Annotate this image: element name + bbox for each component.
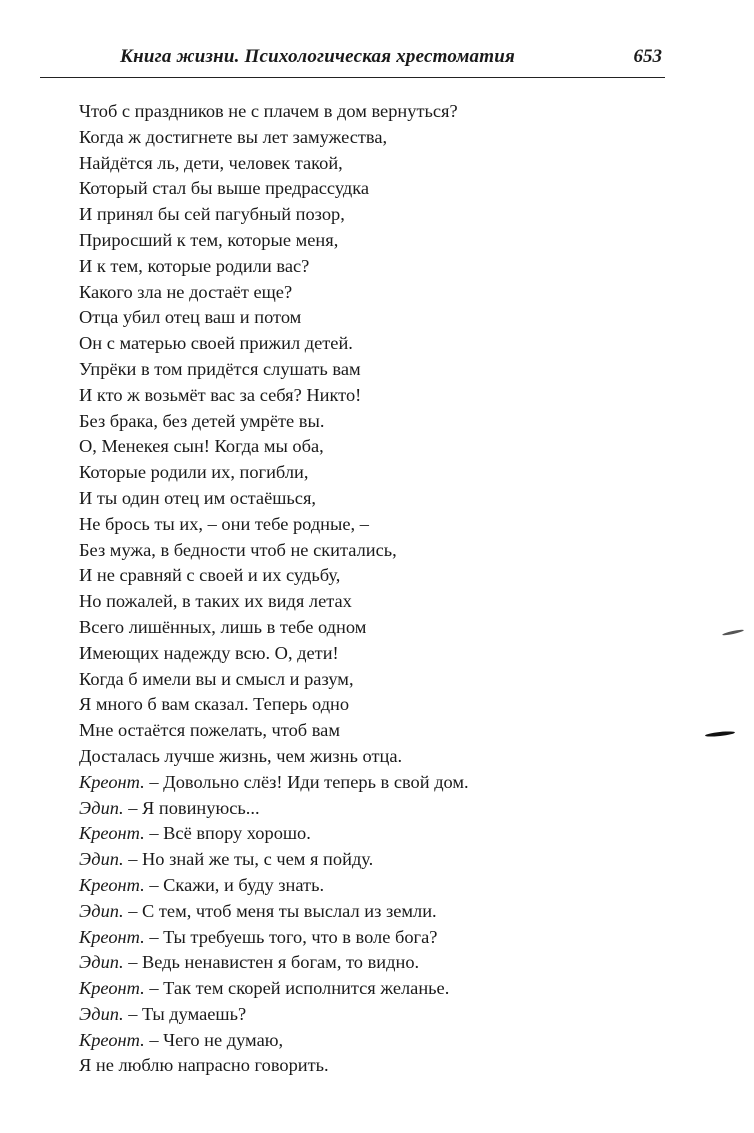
text-line [79, 357, 639, 383]
text-line [79, 176, 639, 202]
text-line [79, 744, 639, 770]
scan-mark [705, 730, 735, 737]
line-text: Но пожалей, в таких их видя летах [79, 591, 352, 612]
line-text: Какого зла не достаёт еще? [79, 281, 293, 302]
text-line [79, 641, 639, 667]
text-line [79, 615, 639, 641]
text-line [79, 847, 639, 873]
line-text: И кто ж возьмёт вас за себя? Никто! [79, 384, 362, 405]
line-text: – Ведь ненавистен я богам, то видно. [123, 952, 420, 973]
speaker-name: Эдип. [79, 1003, 124, 1024]
text-line [79, 486, 639, 512]
speaker-name: Креонт. [79, 771, 145, 792]
line-text: – Но знай же ты, с чем я пойду. [123, 849, 374, 870]
running-head [40, 46, 666, 76]
speaker-name: Эдип. [79, 797, 124, 818]
line-text: Чтоб с праздников не с плачем в дом вернуться? [79, 101, 458, 121]
line-text: Который стал бы выше предрассудка [79, 178, 370, 199]
text-line [79, 1002, 639, 1028]
speaker-name: Креонт. [79, 874, 145, 895]
line-text: Всего лишённых, лишь в тебе одном [79, 616, 367, 637]
line-text: – Чего не думаю, [144, 1029, 284, 1050]
text-line [79, 228, 639, 254]
line-text: Когда б имели вы и смысл и разум, [79, 668, 354, 689]
text-line [79, 99, 639, 125]
line-text: Я не люблю напрасно говорить. [79, 1055, 329, 1076]
speaker-name: Эдип. [79, 900, 124, 921]
speaker-name: Креонт. [79, 926, 145, 947]
text-line [79, 667, 639, 693]
line-text: Досталась лучше жизнь, чем жизнь отца. [79, 745, 403, 766]
text-line [79, 770, 639, 796]
line-text: Которые родили их, погибли, [79, 462, 309, 483]
line-text: – С тем, чтоб меня ты выслал из земли. [123, 900, 437, 921]
line-text: – Довольно слёз! Иди теперь в свой дом. [144, 771, 469, 792]
speaker-name: Эдип. [79, 849, 124, 870]
line-text: Приросший к тем, которые меня, [79, 229, 339, 250]
line-text: Имеющих надежду всю. О, дети! [79, 642, 339, 663]
running-head-title: Книга жизни. Психологическая хрестоматия [120, 46, 515, 67]
text-line [79, 692, 639, 718]
text-line [79, 305, 639, 331]
line-text: И к тем, которые родили вас? [79, 255, 310, 276]
line-text: И не сравняй с своей и их судьбу, [79, 565, 341, 586]
page-number: 653 [633, 46, 662, 67]
text-line [79, 151, 639, 177]
line-text: Мне остаётся пожелать, чтоб вам [79, 720, 340, 741]
text-line [79, 409, 639, 435]
text-line [79, 383, 639, 409]
text-line [79, 718, 639, 744]
text-line [79, 512, 639, 538]
scan-mark [722, 629, 744, 637]
line-text: – Ты требуешь того, что в воле бога? [144, 926, 438, 947]
text-line [79, 821, 639, 847]
text-line [79, 254, 639, 280]
line-text: Когда ж достигнете вы лет замужества, [79, 126, 388, 147]
line-text: – Так тем скорей исполнится желанье. [144, 978, 450, 999]
text-line [79, 796, 639, 822]
speaker-name: Креонт. [79, 978, 145, 999]
text-line [79, 331, 639, 357]
line-text: – Скажи, и буду знать. [144, 874, 325, 895]
line-text: Не брось ты их, – они тебе родные, – [79, 513, 369, 534]
text-line [79, 538, 639, 564]
text-line [79, 434, 639, 460]
line-text: И принял бы сей пагубный позор, [79, 204, 345, 225]
text-line [79, 1028, 639, 1054]
text-line [79, 125, 639, 151]
text-line [79, 873, 639, 899]
line-text: Он с матерью своей прижил детей. [79, 333, 353, 354]
line-text: – Ты думаешь? [123, 1003, 247, 1024]
line-text: – Всё впору хорошо. [144, 823, 311, 844]
line-text: Я много б вам сказал. Теперь одно [79, 694, 350, 715]
text-line [79, 563, 639, 589]
text-line [79, 460, 639, 486]
line-text: И ты один отец им остаёшься, [79, 487, 317, 508]
speaker-name: Эдип. [79, 952, 124, 973]
text-line [79, 589, 639, 615]
speaker-name: Креонт. [79, 1029, 145, 1050]
line-text: Найдётся ль, дети, человек такой, [79, 152, 343, 173]
line-text: Отца убил отец ваш и потом [79, 307, 302, 328]
text-line [79, 899, 639, 925]
line-text: Без мужа, в бедности чтоб не скитались, [79, 539, 397, 560]
text-line [79, 950, 639, 976]
speaker-name: Креонт. [79, 823, 145, 844]
text-line [79, 202, 639, 228]
line-text: Упрёки в том придётся слушать вам [79, 358, 361, 379]
text-line [79, 280, 639, 306]
line-text: О, Менекея сын! Когда мы оба, [79, 436, 324, 457]
line-text: – Я повинуюсь... [123, 797, 260, 818]
text-line [79, 925, 639, 951]
verse-text [79, 99, 639, 1079]
text-line [79, 1053, 639, 1079]
text-line [79, 976, 639, 1002]
header-rule [40, 77, 665, 78]
line-text: Без брака, без детей умрёте вы. [79, 410, 325, 431]
